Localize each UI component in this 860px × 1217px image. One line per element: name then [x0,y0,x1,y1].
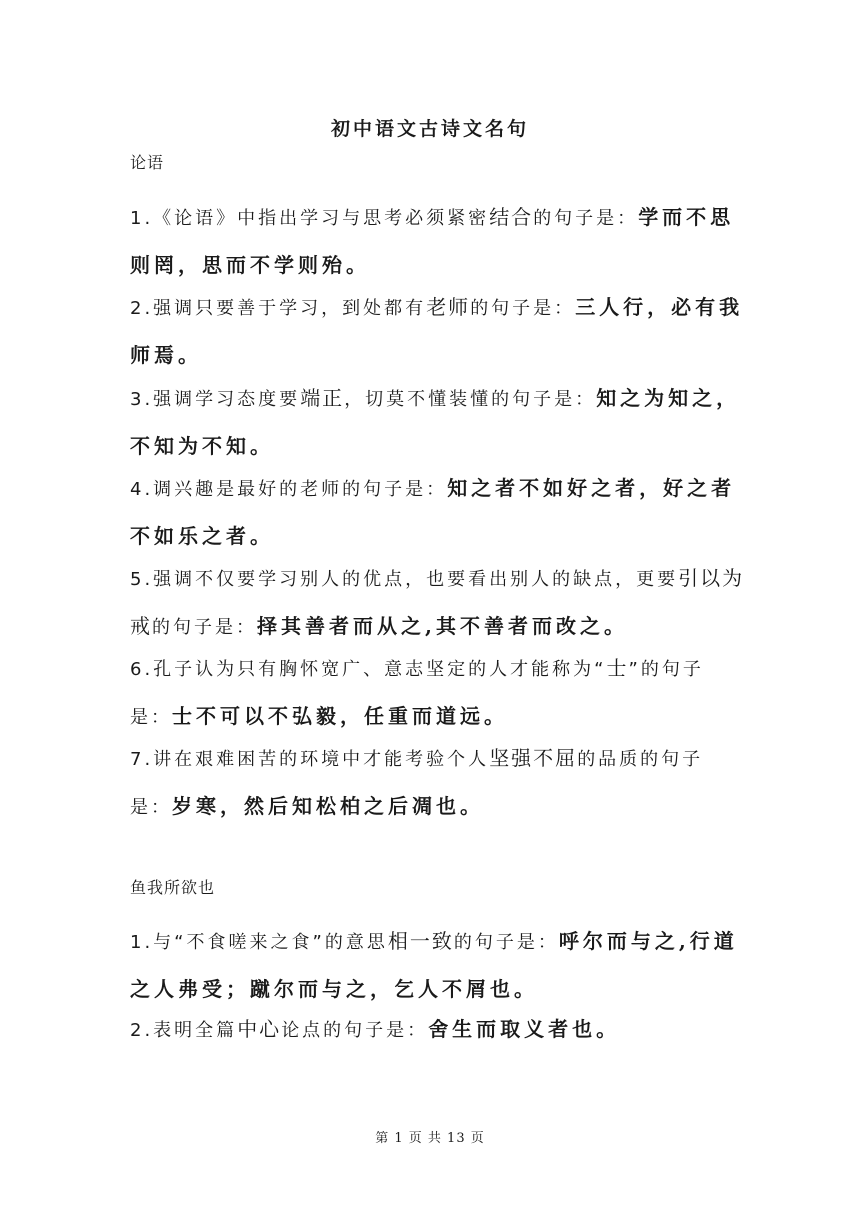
item-text: 的句子是： [470,298,576,319]
item-text: 1.《论语》中指出学习与思考必须紧密 [130,208,490,229]
item-text: 7.讲在艰难困苦的环境中才能考验个人 [130,749,490,770]
list-item [130,918,745,1014]
item-text: ”的句子是： [130,659,704,728]
list-item [130,555,745,651]
item-keyword: 坚强不屈 [489,746,578,770]
section-heading-yuwosuoyuye: 鱼我所欲也 [130,878,216,897]
list-item [130,375,745,471]
item-text: 2.表明全篇 [130,1020,238,1041]
item-text: 的句子是： [152,617,257,638]
item-keyword: 结合 [489,205,534,229]
list-item [130,645,745,741]
item-text: 4.调兴趣是最好的老师的句子是： [130,479,448,500]
item-text: 的品质的句子是： [130,749,704,818]
list-item [130,194,745,290]
item-keyword: 老师 [426,295,471,319]
item-answer: 士不可以不弘毅，任重而道远。 [172,704,508,728]
item-keyword: 端正 [300,386,345,410]
item-text: 6.孔子认为只有胸怀宽广、意志坚定的人才能称为“ [130,659,607,680]
item-answer: 呼尔而与之,行道之人弗受；蹴尔而与之，乞人不屑也。 [130,929,738,1001]
item-answer: 知之为知之，不知为不知。 [130,386,741,458]
item-text: 的句子是： [453,932,559,953]
item-answer: 知之者不如好之者，好之者不如乐之者。 [130,476,736,548]
list-item [130,465,745,561]
item-answer: 岁寒，然后知松柏之后凋也。 [172,794,484,818]
item-answer: 舍生而取义者也。 [428,1017,621,1041]
document-title: 初中语文古诗文名句 [330,118,529,140]
section-heading-lunyu: 论语 [130,153,165,172]
item-text: 2.强调只要善于学习，到处都有 [130,298,427,319]
page-footer: 第 1 页 共 13 页 [375,1131,485,1146]
item-text: ，切莫不懂装懂的句子是： [344,389,597,410]
item-keyword: 引以为戒 [130,566,745,638]
item-text: 的句子是： [533,208,639,229]
item-keyword: 相一致 [387,929,454,953]
item-text: 论点的句子是： [281,1020,429,1041]
list-item [130,735,745,831]
item-keyword: 士 [606,656,629,680]
item-answer: 学而不思则罔，思而不学则殆。 [130,205,735,277]
item-text: 3.强调学习态度要 [130,389,301,410]
list-item [130,1006,745,1054]
item-answer: 三人行，必有我师焉。 [130,295,744,367]
item-answer: 择其善者而从之,其不善者而改之。 [257,614,628,638]
item-text: 5.强调不仅要学习别人的优点，也要看出别人的缺点，更要 [130,569,679,590]
item-text: 1.与“不食嗟来之食”的意思 [130,932,388,953]
list-item [130,284,745,380]
item-keyword: 中心 [237,1017,282,1041]
